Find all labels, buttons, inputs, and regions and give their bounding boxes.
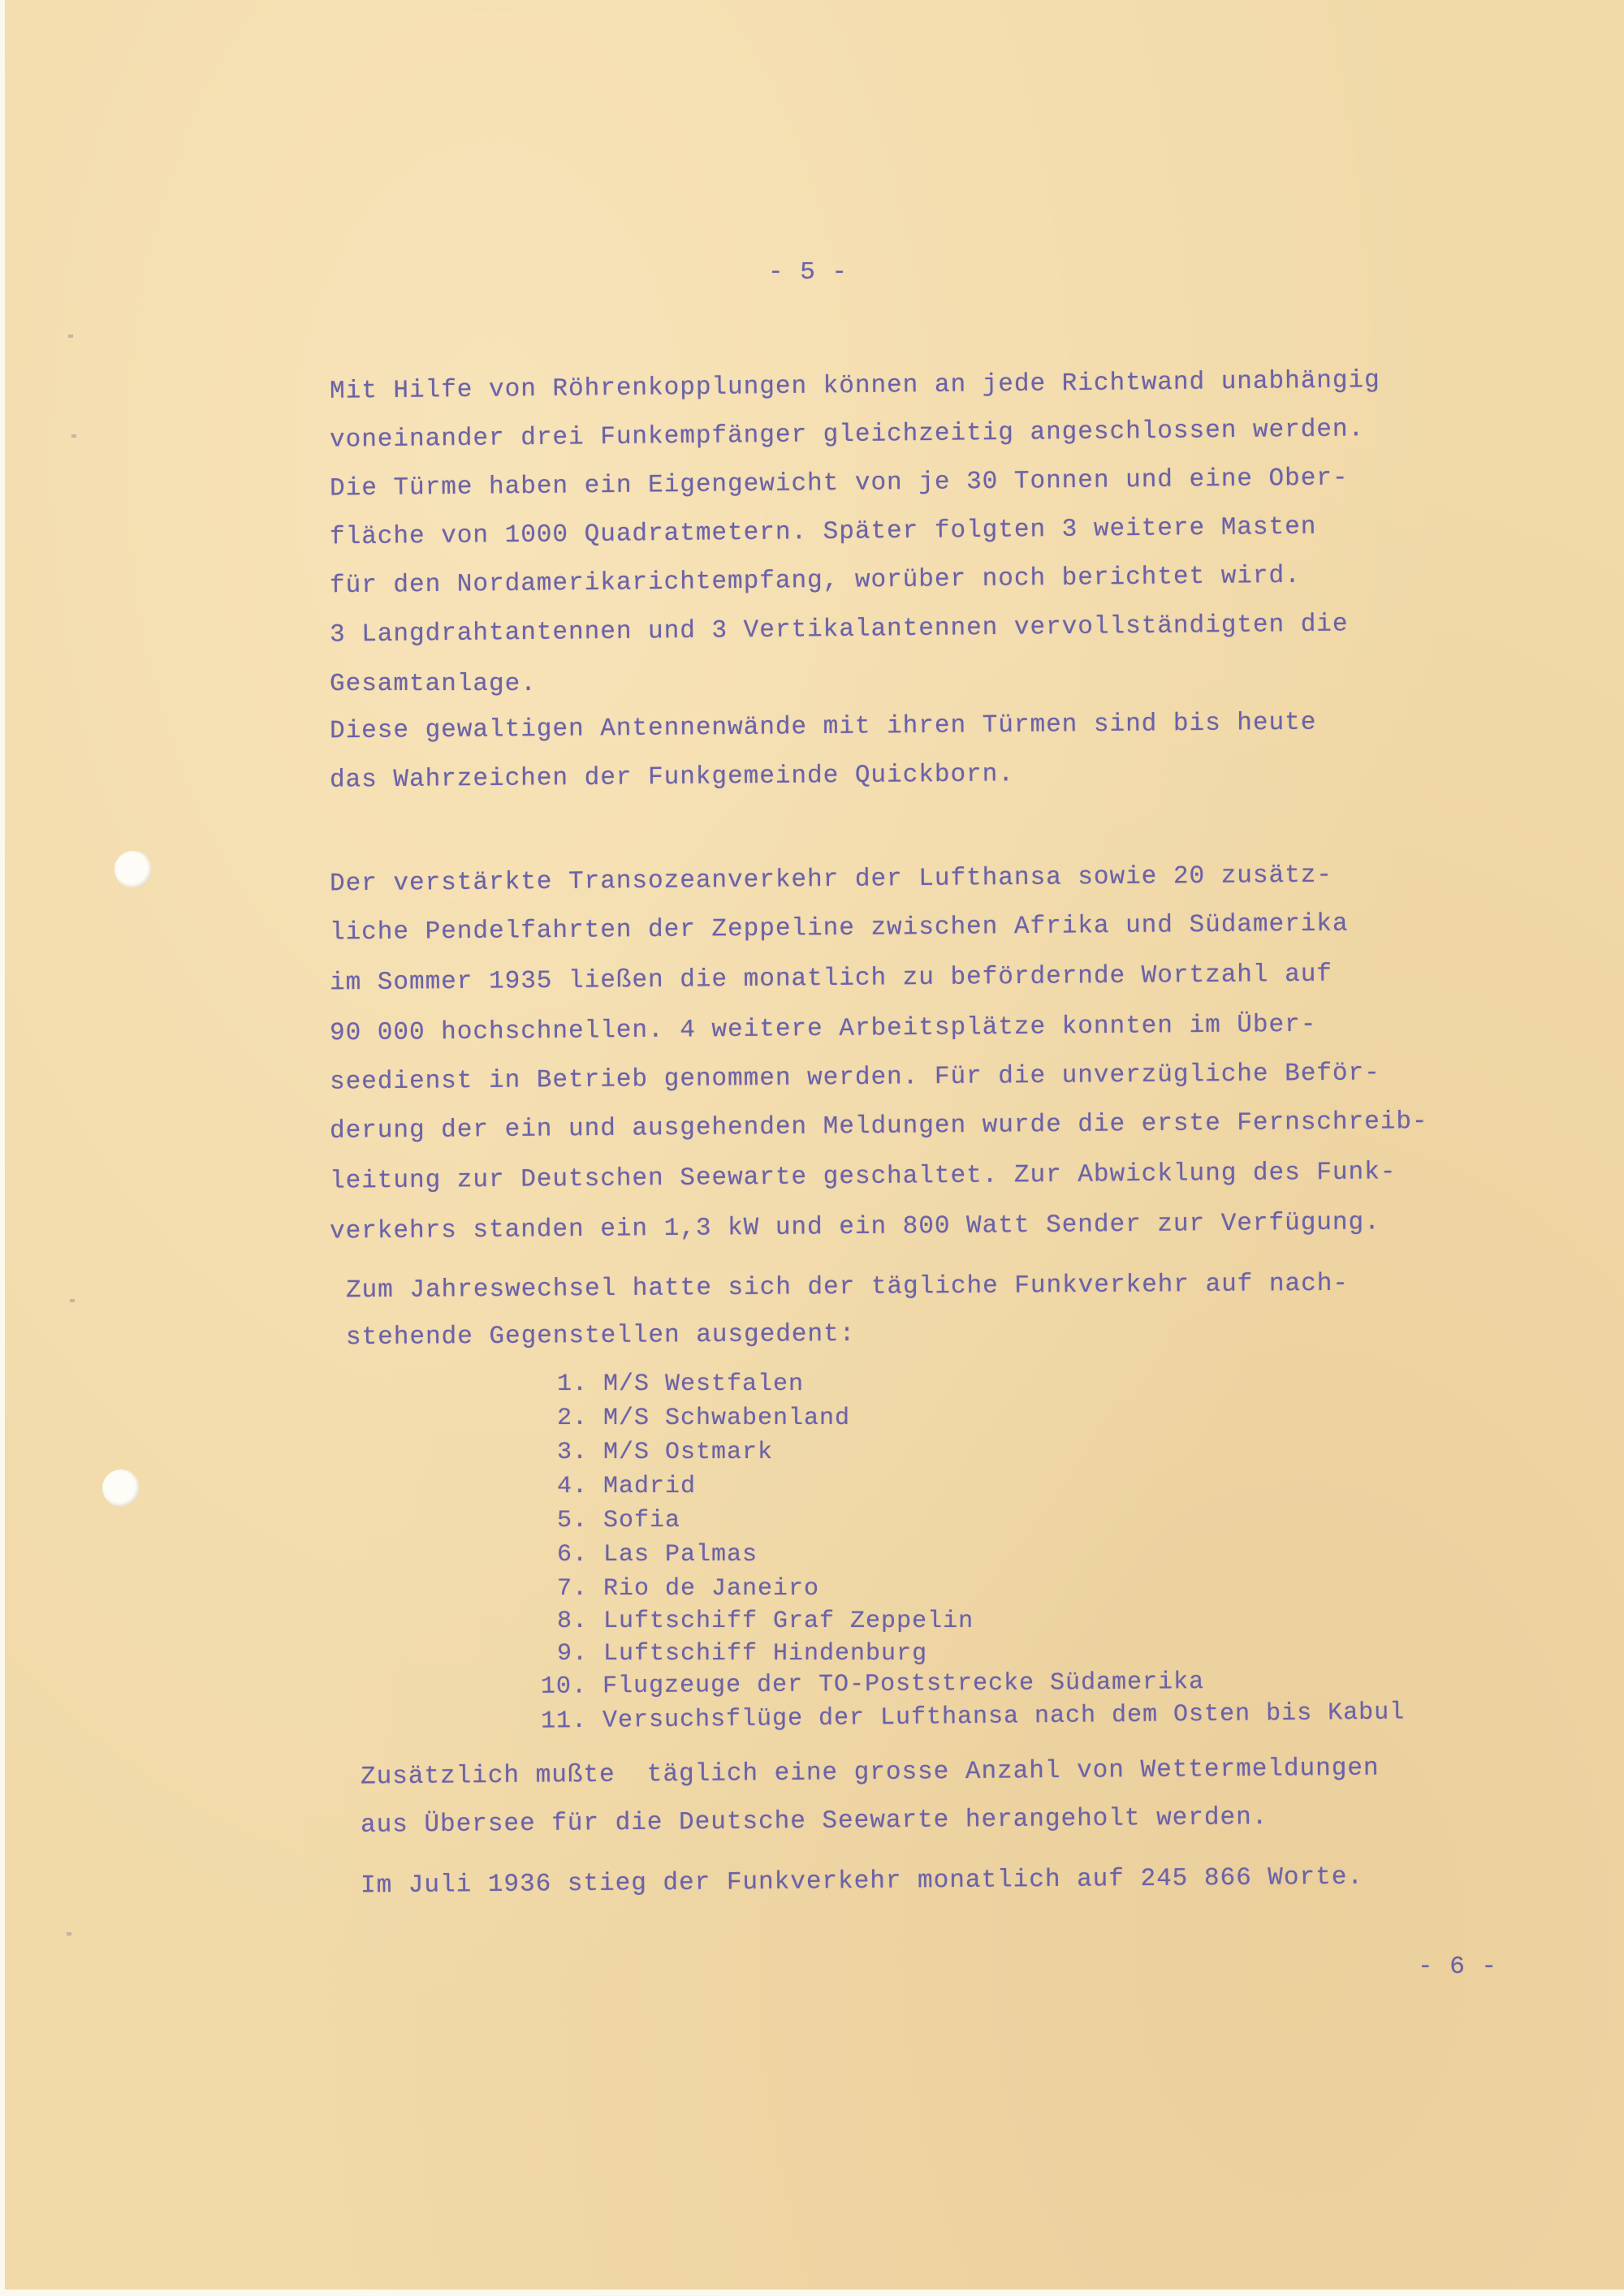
station-list-item: 8. Luftschiff Graf Zeppelin — [557, 1608, 974, 1635]
station-list-item: 3. M/S Ostmark — [557, 1439, 774, 1466]
paragraph-3-line: stehende Gegenstellen ausgedent: — [345, 1319, 856, 1353]
paragraph-3-line: Zum Jahreswechsel hatte sich der tägliche Funkverkehr auf nach- — [345, 1269, 1350, 1306]
station-list-item: 6. Las Palmas — [557, 1541, 758, 1569]
margin-mark — [68, 334, 73, 338]
next-page-indicator: - 6 - — [1418, 1953, 1498, 1981]
paragraph-4-line: Zusätzlich mußte täglich eine grosse Anzahl von Wettermeldungen — [360, 1754, 1380, 1792]
paragraph-1-line: Die Türme haben ein Eigengewicht von je 30 Tonnen und eine Ober- — [329, 464, 1349, 503]
paragraph-2-line: Der verstärkte Transozeanverkehr der Lufthansa sowie 20 zusätz- — [329, 861, 1333, 899]
station-list-item: 11. Versuchsflüge der Lufthansa nach dem Osten bis Kabul — [540, 1698, 1406, 1736]
station-list-item: 5. Sofia — [557, 1507, 681, 1534]
margin-mark — [67, 1932, 71, 1936]
station-list-item: 7. Rio de Janeiro — [557, 1575, 820, 1603]
margin-mark — [71, 434, 76, 438]
paragraph-1-line: fläche von 1000 Quadratmetern. Später folgten 3 weitere Masten — [329, 512, 1317, 552]
punch-hole-bottom — [102, 1470, 140, 1507]
paragraph-2-line: liche Pendelfahrten der Zeppeline zwischen Afrika und Südamerika — [329, 909, 1349, 947]
paragraph-5-line: Im Juli 1936 stieg der Funkverkehr monatlich auf 245 866 Worte. — [360, 1862, 1364, 1901]
paragraph-1-line: 3 Langdrahtantennen und 3 Vertikalantennen vervollständigten die — [329, 610, 1349, 650]
station-list-item: 1. M/S Westfalen — [557, 1370, 805, 1398]
punch-hole-top — [114, 851, 152, 888]
paragraph-1-line: voneinander drei Funkempfänger gleichzeitig angeschlossen werden. — [329, 415, 1365, 455]
paragraph-1-line: Mit Hilfe von Röhrenkopplungen können an jede Richtwand unabhängig — [329, 366, 1380, 406]
margin-mark — [70, 1299, 75, 1302]
station-list-item: 4. Madrid — [557, 1473, 697, 1500]
paragraph-2-line: derung der ein und ausgehenden Meldungen wurde die erste Fernschreib- — [329, 1107, 1428, 1146]
paragraph-1-line: Gesamtanlage. — [330, 670, 537, 698]
paragraph-2-line: verkehrs standen ein 1,3 kW und ein 800 Watt Sender zur Verfügung. — [329, 1208, 1380, 1246]
paragraph-2-line: im Sommer 1935 ließen die monatlich zu befördernde Wortzahl auf — [329, 960, 1333, 998]
paragraph-4-line: aus Übersee für die Deutsche Seewarte herangeholt werden. — [360, 1803, 1268, 1840]
paragraph-1-line: Diese gewaltigen Antennenwände mit ihren Türmen sind bis heute — [329, 708, 1317, 746]
station-list-item: 10. Flugzeuge der TO-Poststrecke Südamerika — [540, 1668, 1205, 1701]
paragraph-1-line: das Wahrzeichen der Funkgemeinde Quickborn. — [329, 760, 1015, 795]
station-list-item: 9. Luftschiff Hindenburg — [557, 1640, 928, 1668]
paragraph-2-line: leitung zur Deutschen Seewarte geschaltet. Zur Abwicklung des Funk- — [329, 1158, 1397, 1196]
page-number: - 5 - — [768, 258, 849, 287]
paragraph-1-line: für den Nordamerikarichtempfang, worüber noch berichtet wird. — [329, 561, 1301, 601]
paragraph-2-line: 90 000 hochschnellen. 4 weitere Arbeitsplätze konnten im Über- — [329, 1010, 1317, 1048]
station-list-item: 2. M/S Schwabenland — [557, 1405, 851, 1432]
paragraph-2-line: seedienst in Betrieb genommen werden. Für die unverzügliche Beför- — [329, 1059, 1380, 1097]
